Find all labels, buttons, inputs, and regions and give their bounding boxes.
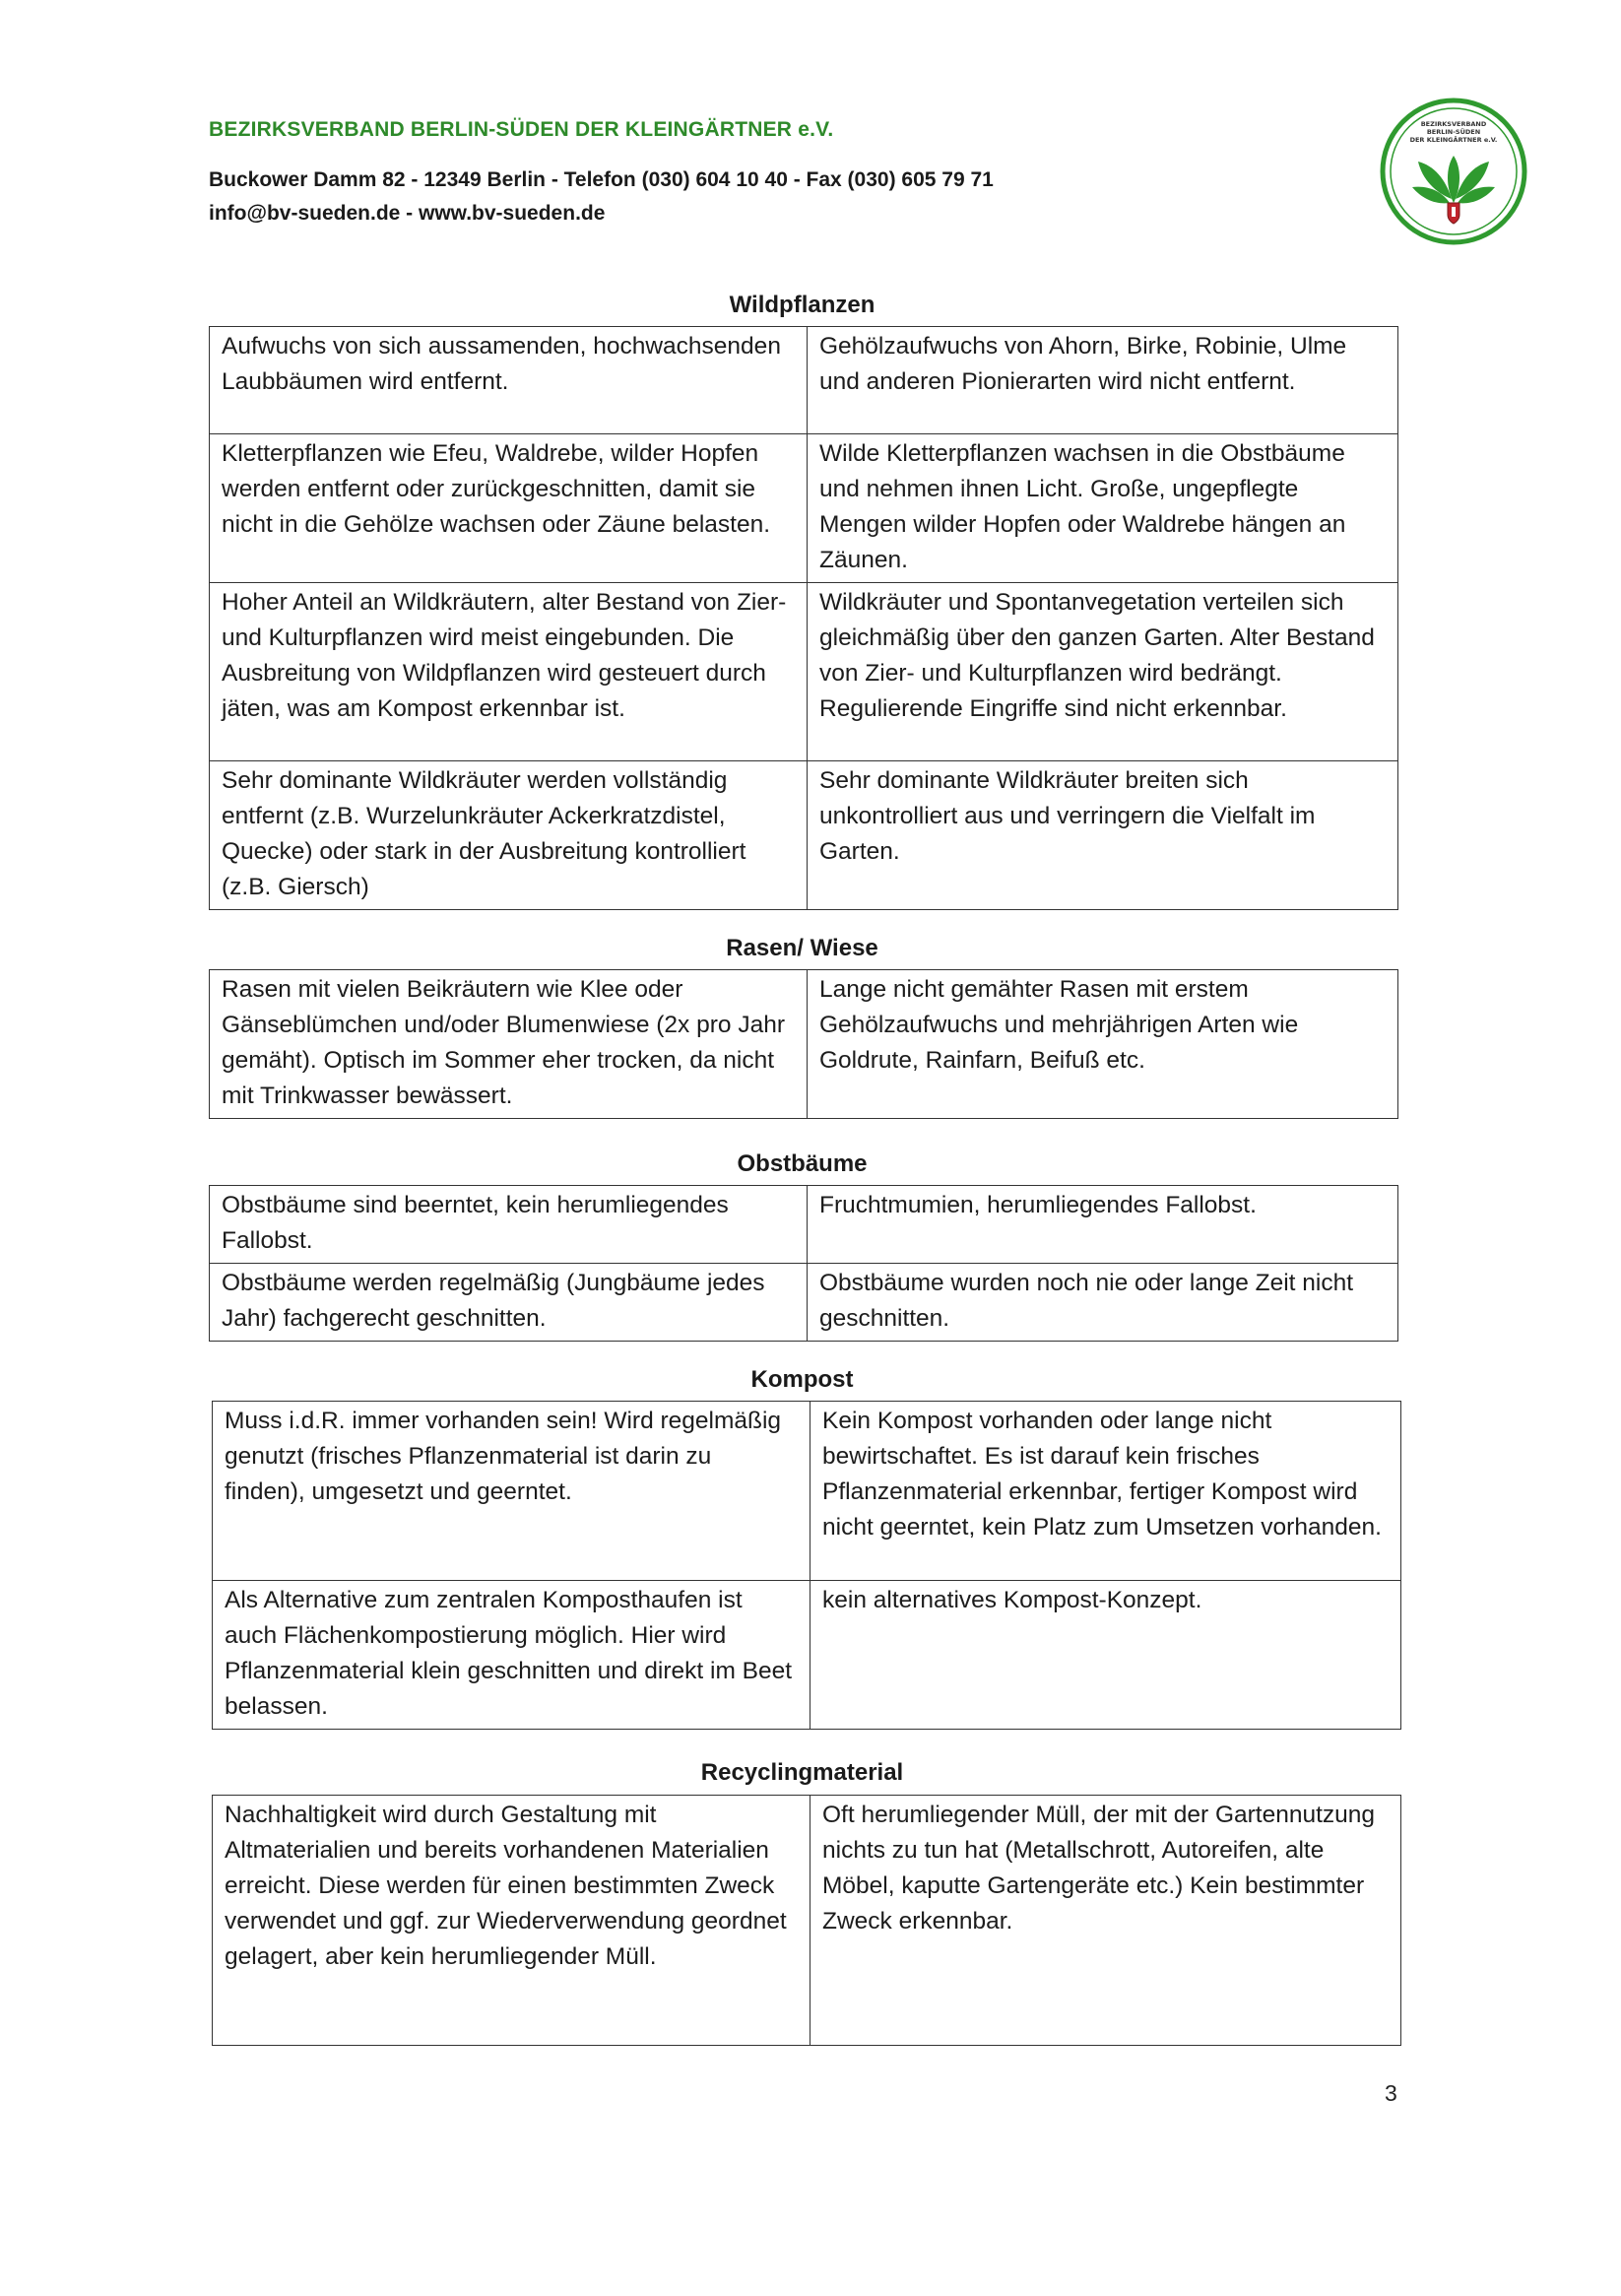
positive-criterion-cell: Sehr dominante Wildkräuter werden vollständig entfernt (z.B. Wurzelunkräuter Ackerkratzdistel, Quecke) oder stark in der Ausbreitung kontrolliert (z.B. Giersch) [210, 761, 808, 910]
table-row [210, 434, 1398, 583]
negative-criterion-cell: Lange nicht gemähter Rasen mit erstem Gehölzaufwuchs und mehrjährigen Arten wie Goldrute, Rainfarn, Beifuß etc. [808, 970, 1398, 1119]
criteria-table [212, 1795, 1401, 2046]
positive-criterion-cell: Aufwuchs von sich aussamenden, hochwachsenden Laubbäumen wird entfernt. [210, 327, 808, 434]
negative-criterion-cell: Obstbäume wurden noch nie oder lange Zeit nicht geschnitten. [808, 1264, 1398, 1342]
positive-criterion-cell: Rasen mit vielen Beikräutern wie Klee oder Gänseblümchen und/oder Blumenwiese (2x pro Jahr gemäht). Optisch im Sommer eher trocken, da nicht mit Trinkwasser bewässert. [210, 970, 808, 1119]
page-number: 3 [1385, 2080, 1397, 2106]
table-row [210, 1186, 1398, 1264]
table-row [210, 761, 1398, 910]
organization-address: Buckower Damm 82 - 12349 Berlin - Telefon (030) 604 10 40 - Fax (030) 605 79 71 [209, 168, 994, 191]
negative-criterion-cell: Fruchtmumien, herumliegendes Fallobst. [808, 1186, 1398, 1264]
table-row [210, 1264, 1398, 1342]
criteria-table [209, 326, 1398, 910]
section-title: Rasen/ Wiese [726, 935, 878, 961]
negative-criterion-cell: Wildkräuter und Spontanvegetation verteilen sich gleichmäßig über den ganzen Garten. Alter Bestand von Zier- und Kulturpflanzen wird bedrängt. Regulierende Eingriffe sind nicht erkennbar. [808, 583, 1398, 761]
criteria-table [209, 969, 1398, 1119]
positive-criterion-cell: Muss i.d.R. immer vorhanden sein! Wird regelmäßig genutzt (frisches Pflanzenmaterial ist darin zu finden), umgesetzt und geerntet. [213, 1402, 810, 1581]
positive-criterion-cell: Hoher Anteil an Wildkräutern, alter Bestand von Zier- und Kulturpflanzen wird meist eingebunden. Die Ausbreitung von Wildpflanzen wird gesteuert durch jäten, was am Kompost erkennbar ist. [210, 583, 808, 761]
table-row [213, 1402, 1401, 1581]
association-logo-icon [1379, 97, 1528, 246]
positive-criterion-cell: Kletterpflanzen wie Efeu, Waldrebe, wilder Hopfen werden entfernt oder zurückgeschnitten, damit sie nicht in die Gehölze wachsen oder Zäune belasten. [210, 434, 808, 583]
section-title: Recyclingmaterial [700, 1759, 904, 1786]
table-row [210, 327, 1398, 434]
criteria-table [209, 1185, 1398, 1342]
negative-criterion-cell: Kein Kompost vorhanden oder lange nicht bewirtschaftet. Es ist darauf kein frisches Pflanzenmaterial erkennbar, fertiger Kompost wird nicht geerntet, kein Platz zum Umsetzen vorhanden. [810, 1402, 1401, 1581]
criteria-table [212, 1401, 1401, 1730]
negative-criterion-cell: Gehölzaufwuchs von Ahorn, Birke, Robinie, Ulme und anderen Pionierarten wird nicht entfernt. [808, 327, 1398, 434]
svg-text:BEZIRKSVERBAND: BEZIRKSVERBAND [1420, 120, 1487, 128]
svg-text:DER KLEINGÄRTNER e.V.: DER KLEINGÄRTNER e.V. [1409, 136, 1498, 144]
organization-contact: info@bv-sueden.de - www.bv-sueden.de [209, 202, 606, 225]
positive-criterion-cell: Als Alternative zum zentralen Komposthaufen ist auch Flächenkompostierung möglich. Hier wird Pflanzenmaterial klein geschnitten und direkt im Beet belassen. [213, 1581, 810, 1730]
table-row [210, 583, 1398, 761]
negative-criterion-cell: Oft herumliegender Müll, der mit der Gartennutzung nichts zu tun hat (Metallschrott, Autoreifen, alte Möbel, kaputte Gartengeräte etc.) Kein bestimmter Zweck erkennbar. [810, 1796, 1401, 2046]
positive-criterion-cell: Nachhaltigkeit wird durch Gestaltung mit Altmaterialien und bereits vorhandenen Materialien erreicht. Diese werden für einen bestimmten Zweck verwendet und ggf. zur Wiederverwendung geordnet gelagert, aber kein herumliegender Müll. [213, 1796, 810, 2046]
svg-text:BERLIN-SÜDEN: BERLIN-SÜDEN [1426, 128, 1481, 136]
table-row [213, 1581, 1401, 1730]
negative-criterion-cell: Sehr dominante Wildkräuter breiten sich unkontrolliert aus und verringern die Vielfalt im Garten. [808, 761, 1398, 910]
section-title: Wildpflanzen [729, 292, 875, 318]
section-title: Kompost [750, 1366, 854, 1393]
organization-name: BEZIRKSVERBAND BERLIN-SÜDEN DER KLEINGÄRTNER e.V. [209, 118, 834, 141]
table-row [210, 970, 1398, 1119]
negative-criterion-cell: Wilde Kletterpflanzen wachsen in die Obstbäume und nehmen ihnen Licht. Große, ungepflegte Mengen wilder Hopfen oder Waldrebe hängen an Zäunen. [808, 434, 1398, 583]
table-row [213, 1796, 1401, 2046]
positive-criterion-cell: Obstbäume sind beerntet, kein herumliegendes Fallobst. [210, 1186, 808, 1264]
positive-criterion-cell: Obstbäume werden regelmäßig (Jungbäume jedes Jahr) fachgerecht geschnitten. [210, 1264, 808, 1342]
section-title: Obstbäume [737, 1150, 868, 1177]
negative-criterion-cell: kein alternatives Kompost-Konzept. [810, 1581, 1401, 1730]
